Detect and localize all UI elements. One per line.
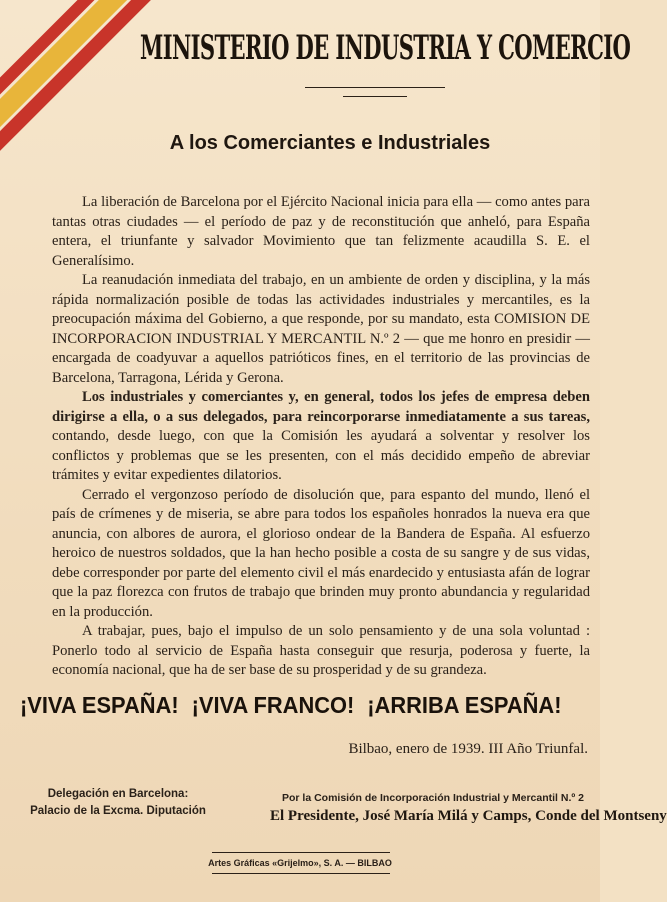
- paragraph-4: Cerrado el vergonzoso período de disolución que, para espanto del mundo, llenó el país de crímenes y de miseria, se abre para todos los españoles honrados la nueva era que anuncia, con albores de aurora, el glorioso ondear de la Bandera de España. Al esfuerzo heroico de nuestros soldados, que la han hecho posible a costa de su sangre y de sus vidas, debe corresponder por parte del elemento civil el más enardecido y entusiasta afán de lograr que la paz florezca con frutos de trabajo que brinden muy pronto abundancia y regularidad en la producción.: [52, 486, 590, 620]
- paragraph-2: La reanudación inmediata del trabajo, en un ambiente de orden y disciplina, y la más rápida normalización posible de todas las actividades industriales y mercantiles, es la preocupación máxima del Gobierno, a que responde, por su mandato, esta COMISION DE INCORPORACION INDUSTRIAL Y MERCANTIL N.º 2 — que me honro en presidir — encargada de coadyuvar a aquellos patrióticos fines, en el territorio de las provincias de Barcelona, Tarragona, Lérida y Gerona.: [52, 272, 590, 386]
- paragraph-3: [52, 388, 590, 486]
- poster-subtitle: A los Comerciantes e Industriales: [169, 132, 491, 154]
- slogan-arriba-espana: ¡ARRIBA ESPAÑA!: [367, 692, 562, 718]
- paragraph-1: La liberación de Barcelona por el Ejército Nacional inicia para ella — como antes para tantas otras ciudades — el período de paz y de reconstitución que anheló, para España entera, el triunfante y salvador Movimiento que tan felizmente acaudilla S. E. el Generalísimo.: [52, 194, 590, 269]
- footer-rule-bottom: [212, 873, 390, 874]
- slogans-row: [20, 692, 562, 719]
- footer-rule-top: [212, 852, 390, 853]
- printer-credit: Artes Gráficas «Grijelmo», S. A. — BILBAO: [208, 858, 392, 868]
- title-rule: [305, 87, 445, 88]
- slogan-viva-franco: ¡VIVA FRANCO!: [191, 692, 355, 718]
- delegation-block: [18, 786, 218, 820]
- slogan-viva-espana: ¡VIVA ESPAÑA!: [20, 692, 179, 718]
- paragraph-3-bold: Los industriales y comerciantes y, en general, todos los jefes de empresa deben dirigirse a ella, o a sus delegados, para reincorporarse inmediatamente a sus tareas,: [52, 389, 590, 425]
- paragraph-3-rest: contando, desde luego, con que la Comisión les ayudará a solventar y resolver los conflictos y problemas que se les presenten, con el más decidido empeño de abreviar trámites y evitar expedientes dilatorios.: [52, 428, 590, 483]
- commission-line: Por la Comisión de Incorporación Industrial y Mercantil N.º 2: [282, 792, 584, 804]
- title-rule-short: [343, 96, 407, 97]
- paragraph-5: A trabajar, pues, bajo el impulso de un solo pensamiento y de una sola voluntad : Ponerlo todo al servicio de España hasta conseguir que resurja, poderosa y fuerte, la economía nacional, que ha de ser base de su prosperidad y de su grandeza.: [52, 623, 590, 678]
- proclamation-body: [52, 193, 590, 681]
- delegation-line-1: Delegación en Barcelona:: [47, 788, 189, 800]
- president-signature: El Presidente, José María Milá y Camps, Conde del Montseny: [270, 808, 667, 824]
- spanish-flag-corner: [0, 0, 110, 110]
- date-line: Bilbao, enero de 1939. III Año Triunfal.: [348, 741, 588, 757]
- delegation-line-2: Palacio de la Excma. Diputación: [30, 805, 206, 817]
- ministry-title: MINISTERIO DE INDUSTRIA Y COMERCIO: [140, 28, 631, 68]
